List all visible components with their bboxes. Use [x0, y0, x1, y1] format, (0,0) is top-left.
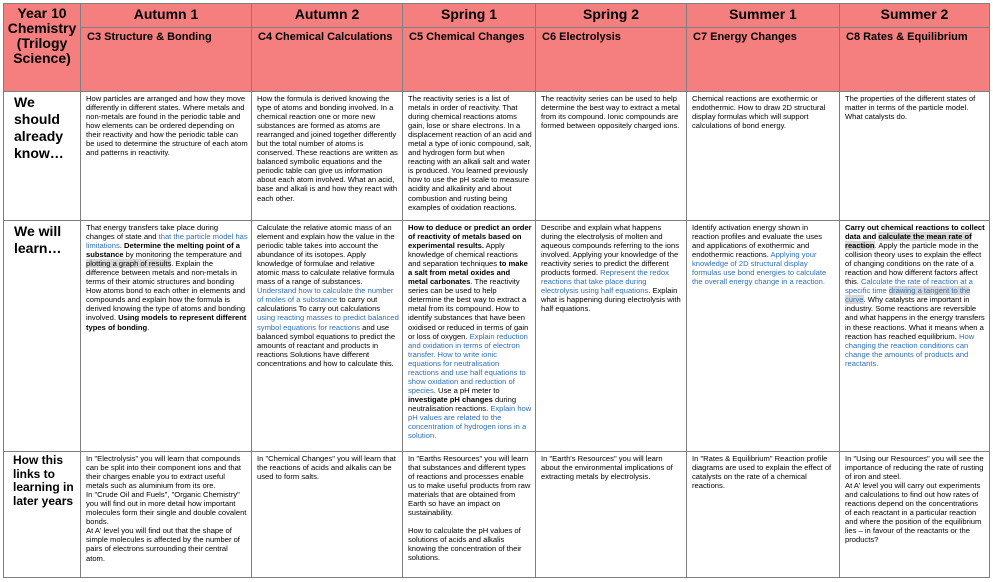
prior-knowledge-cell: The reactivity series is a list of metals in order of reactivity. That during chemical reactions atoms gain, lose or share electrons. In a displacement reaction of an acid and metal a type of ionic compound, salt, and hydrogen form but when reacting with an alkali salt and water is produced. You learned previously how to use the pH scale to measure acidity and alkalinity and about combustion and rusting being examples of oxidation reactions. — [403, 92, 536, 221]
will-learn-cell — [81, 221, 252, 452]
prior-knowledge-row — [4, 92, 990, 221]
text-run: and use balanced symbol equations to predict the amounts of reactant and products in reactions Solutions have different concentrations and how to calculate this. — [257, 322, 396, 368]
text-run: . Apply the particle mode in the collision theory uses to explain the effect of changing conditions on the rate of a reaction and how different factors affect this. — [845, 241, 982, 287]
paragraph: How to calculate the pH values of solutions of acids and alkalis knowing the concentration of their solutions. — [408, 526, 522, 563]
prior-knowledge-cell: Chemical reactions are exothermic or endothermic. How to draw 2D structural display formulas which will support calculations of bond energy. — [687, 92, 840, 221]
text-run: That energy transfers take place during changes of state and — [86, 223, 219, 242]
term-header: Summer 1 — [687, 4, 840, 28]
term-header: Autumn 2 — [252, 4, 403, 28]
text-run: Represent the redox reactions that take place during electrolysis using half equations — [541, 268, 669, 296]
prior-knowledge-cell: The properties of the different states of matter in terms of the particle model. What catalysts do. — [840, 92, 990, 221]
text-run: Understand how to calculate the number of moles of a substance — [257, 286, 394, 305]
text-run: Applying your knowledge of 2D structural display formulas use bond energies to calculate the overall energy change in a reaction. — [692, 250, 827, 287]
paragraph: In "Electrolysis" you will learn that compounds can be split into their component ions and that their charges enable you to extract useful metals such as aluminium from its ore. — [86, 454, 241, 491]
text-run: How changing the reaction conditions can change the amounts of products and reactants. — [845, 331, 975, 368]
prior-knowledge-cell: How the formula is derived knowing the type of atoms and bonding involved. In a chemical reaction one or more new substances are formed as atoms are rearranged and joined together differently but the total number of atoms is conserved. These reactions are written as balanced symbolic equations and the periodic table can give us information about each atom involved. What an acid, base and alkali is and how they react with each other. — [252, 92, 403, 221]
paragraph: At A' level you will find out that the shape of simple molecules is affected by the number of pairs of electrons surrounding their central atom. — [86, 526, 240, 563]
topic-header-row — [4, 28, 990, 92]
text-run: Identify activation energy shown in reaction profiles and evaluate the uses and applications of exothermic and endothermic reactions. — [692, 223, 823, 260]
topic-header: C8 Rates & Equilibrium — [840, 28, 990, 92]
term-header-row — [4, 4, 990, 28]
paragraph: At A' level you will carry out experiments and calculations to find out how rates of reactions depend on the concentrations of each reactant in a particular reaction and where the position of the equilibrium lies – in favour of the reactants or the products? — [845, 481, 982, 545]
text-run: investigate pH changes — [408, 394, 493, 404]
text-run: plotting a graph of results — [86, 259, 172, 269]
text-run: using reacting masses to predict balanced symbol equations for reactions — [257, 313, 399, 332]
future-links-row — [4, 452, 990, 578]
text-run: to make a salt from metal oxides and metal carbonates — [408, 259, 528, 287]
text-run: during neutralisation reactions. — [408, 394, 517, 413]
future-links-cell — [403, 452, 536, 578]
will-learn-cell — [840, 221, 990, 452]
text-run: . Explain the difference between metals and non-metals in terms of their atomic structures and bonding How atoms bond to each other in elements and compounds and explain how the formula is derived knowing the type of atoms and bonding involved. — [86, 259, 246, 323]
text-run: How to deduce or predict an order of reactivity of metals based on experimental results. — [408, 223, 532, 251]
paragraph: In "Rates & Equilibrium" Reaction profile diagrams are used to explain the effect of catalysts on the rate of a chemical reactions. — [692, 454, 832, 491]
topic-header: C3 Structure & Bonding — [81, 28, 252, 92]
paragraph: In "Earths Resources" you will learn that substances and different types of reactions and processes enable us to make useful products from raw materials that are obtained from Earth so have an impact on sustainability. — [408, 454, 531, 518]
text-run: Explain how pH values are related to the concentration of hydrogen ions in a solution. — [408, 403, 532, 441]
will-learn-cell — [536, 221, 687, 452]
paragraph: In "Crude Oil and Fuels", "Organic Chemistry" you will find out in more detail how important molecules form their single and double covalent bonds. — [86, 490, 247, 527]
curriculum-table — [3, 3, 990, 578]
text-run: . — [147, 322, 150, 332]
corner-text: Year 10 Chemistry (Trilogy Science) — [7, 5, 77, 66]
text-run: . The reactivity series can be used to help determine the best way to extract a metal from its compound. How to identify substances that have been oxidised or reduced in terms of gain or loss of oxygen. — [408, 277, 529, 341]
term-header: Summer 2 — [840, 4, 990, 28]
text-run: Carry out chemical reactions to collect data and — [845, 223, 985, 242]
topic-header: C6 Electrolysis — [536, 28, 687, 92]
term-header: Spring 1 — [403, 4, 536, 28]
text-run: Apply knowledge of chemical reactions and separation techniques — [408, 241, 518, 269]
future-links-cell — [840, 452, 990, 578]
will-learn-cell — [403, 221, 536, 452]
row-label-will-learn: We will learn… — [4, 221, 81, 452]
paragraph: In "Chemical Changes" you will learn that the reactions of acids and alkalis can be used to form salts. — [257, 454, 396, 482]
text-run: Using models to represent different types of bonding — [86, 313, 247, 332]
future-links-cell — [536, 452, 687, 578]
row-label-prior-knowledge: We should already know… — [4, 92, 81, 221]
text-run: to carry out calculations To carry out calculations — [257, 295, 381, 314]
future-links-cell — [687, 452, 840, 578]
term-header: Spring 2 — [536, 4, 687, 28]
text-run: calculate the mean rate of reaction — [845, 232, 972, 251]
text-run: Explain reduction and oxidation in terms of electron transfer. How to write ionic equations for neutralisation reactions and use half equations to show oxidation and reduction of species — [408, 331, 528, 395]
prior-knowledge-cell: The reactivity series can be used to help determine the best way to extract a metal from its compound. Ionic compounds are formed between oppositely charged ions. — [536, 92, 687, 221]
text-run: Calculate the rate of reaction at a specific time — [845, 277, 973, 296]
text-run: drawing a tangent to the curve — [845, 286, 971, 305]
will-learn-cell — [252, 221, 403, 452]
will-learn-row — [4, 221, 990, 452]
table-corner-title — [4, 4, 81, 92]
text-run: . Why catalysts are important in industry. Some reactions are reversible and what happens in the energy transfers in these reactions. What it means when a reaction has reached equilibrium. — [845, 295, 985, 341]
term-header: Autumn 1 — [81, 4, 252, 28]
topic-header: C7 Energy Changes — [687, 28, 840, 92]
topic-header: C4 Chemical Calculations — [252, 28, 403, 92]
topic-header: C5 Chemical Changes — [403, 28, 536, 92]
text-run: Describe and explain what happens during the electrolysis of molten and aqueous compounds referring to the ions involved. Applying your knowledge of the reactivity series to predict the different products formed. — [541, 223, 680, 278]
paragraph: In "Using our Resources" you will see the importance of reducing the rate of rusting of iron and steel. — [845, 454, 984, 482]
prior-knowledge-cell: How particles are arranged and how they move differently in different states. Where metals and non-metals are found in the periodic table and how elements can be ordered depending on their reactivity and how the periodic table can be used to determine the structure of each atom and patterns in reactivity. — [81, 92, 252, 221]
paragraph: In "Earth's Resources" you will learn about the environmental implications of extracting metals by electrolysis. — [541, 454, 673, 482]
text-run: Determine the melting point of a substance — [86, 241, 241, 260]
text-run: . — [119, 241, 124, 251]
text-run: by monitoring the temperature and — [123, 250, 242, 260]
future-links-cell — [81, 452, 252, 578]
text-run: . Explain what is happening during electrolysis with half equations. — [541, 286, 681, 314]
will-learn-cell — [687, 221, 840, 452]
text-run: . Use a pH meter to — [433, 385, 500, 395]
row-label-future-links: How this links to learning in later years — [4, 452, 81, 578]
paragraph-gap — [408, 517, 532, 526]
text-run: that the particle model has limitations — [86, 232, 248, 251]
text-run: Calculate the relative atomic mass of an element and explain how the value in the periodic table takes into account the abundance of its isotopes. Apply knowledge of formulae and relative atomic mass to calculate relative formula mass of a range of substances. — [257, 223, 395, 287]
future-links-cell — [252, 452, 403, 578]
